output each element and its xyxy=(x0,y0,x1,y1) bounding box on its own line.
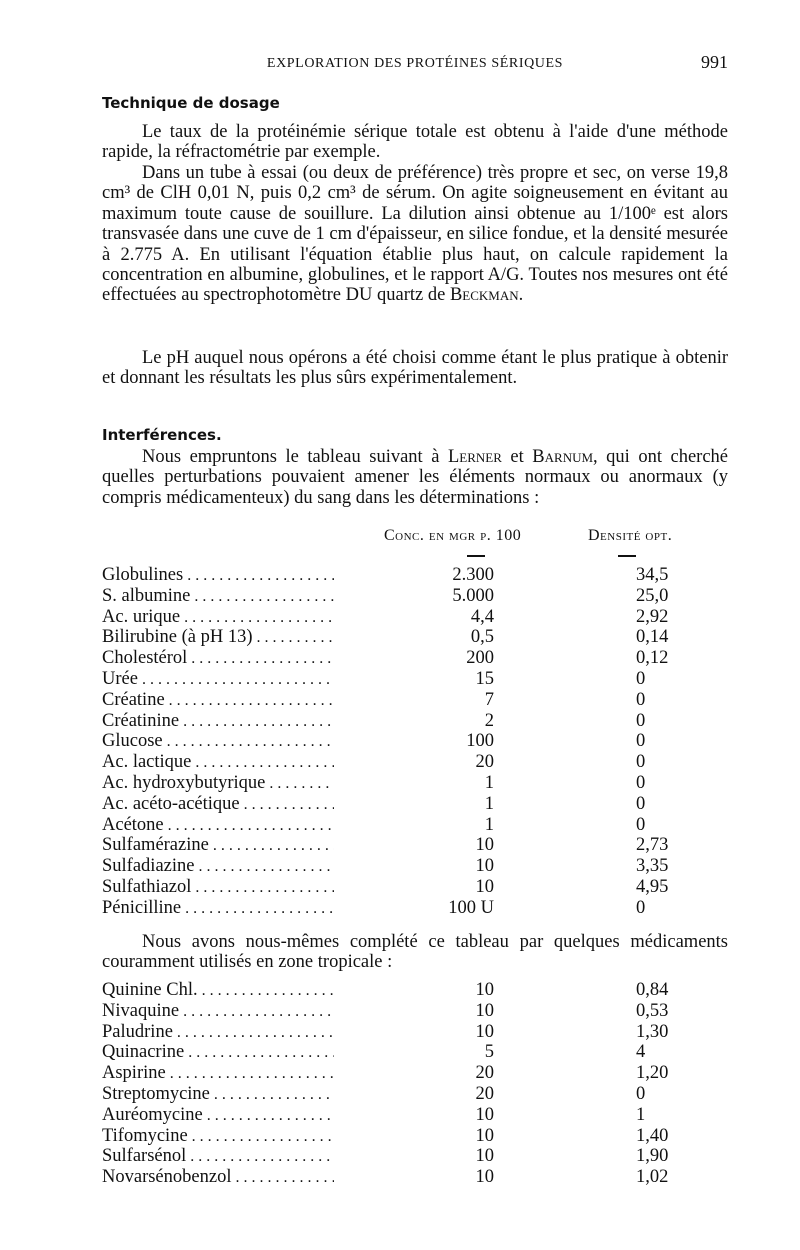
concentration-value: 200 xyxy=(466,648,494,669)
table-row xyxy=(102,773,728,794)
density-value: 0 xyxy=(636,669,646,689)
concentration-value: 10 xyxy=(475,1146,494,1167)
density-value: 1 xyxy=(636,1104,646,1125)
section-heading-interferences: Interférences. xyxy=(102,426,222,444)
table-row xyxy=(102,877,728,898)
density-value: 34,5 xyxy=(636,565,669,585)
density-value: 1,20 xyxy=(636,1063,669,1084)
procedure-text-end: . xyxy=(518,285,524,306)
intro-text-and: et xyxy=(501,447,533,467)
substance-name: Streptomycine . . . xyxy=(102,1084,334,1106)
density-value: 0,53 xyxy=(636,1000,669,1021)
density-value: 0 xyxy=(636,1084,646,1104)
table-row xyxy=(102,711,728,732)
concentration-value: 20 xyxy=(475,1084,494,1104)
paragraph-technique-intro: Le taux de la protéinémie sérique totale est obtenu à l'aide d'une méthode rapide, la réfractométrie par exemple. xyxy=(102,122,728,163)
author-name-beckman: Beckman xyxy=(449,285,519,306)
substance-name: Cholestérol . . . xyxy=(102,648,334,670)
substance-name: Glucose . . . xyxy=(102,731,334,753)
table-row xyxy=(102,752,728,773)
substance-name: Novarsénobenzol . . . xyxy=(102,1167,334,1189)
density-value: 1,30 xyxy=(636,1021,669,1042)
table-row xyxy=(102,731,728,752)
substance-name: Sulfadiazine . . . xyxy=(102,856,334,878)
concentration-value: 10 xyxy=(475,1000,494,1021)
substance-name: Bilirubine (à pH 13) . . . xyxy=(102,627,334,649)
concentration-value: 15 xyxy=(475,669,494,689)
density-value: 4 xyxy=(636,1042,646,1063)
paragraph-interferences-intro xyxy=(102,447,728,508)
substance-name: Ac. acéto-acétique . . . xyxy=(102,794,334,816)
substance-name: Quinine Chl. . . . xyxy=(102,980,334,1002)
intro-text-end: , qui ont cherché quelles perturbations pouvaient amener les éléments normaux ou anormaux (y compris médicamenteux) du sang dans les déterminations : xyxy=(102,447,729,508)
substance-name: Nivaquine . . . xyxy=(102,1001,334,1023)
table-row xyxy=(102,1001,728,1022)
concentration-value: 7 xyxy=(484,689,494,710)
concentration-value: 1 xyxy=(484,814,494,835)
substance-name: Acétone . . . xyxy=(102,815,334,837)
running-title: EXPLORATION DES PROTÉINES SÉRIQUES xyxy=(266,56,564,71)
table-row xyxy=(102,980,728,1001)
table-row xyxy=(102,856,728,877)
density-value: 2,92 xyxy=(636,606,669,627)
author-name-barnum: Barnum xyxy=(532,447,594,467)
concentration-value: 100 xyxy=(466,731,494,752)
table-row xyxy=(102,586,728,607)
substance-name: Ac. lactique . . . xyxy=(102,752,334,774)
concentration-value: 10 xyxy=(475,856,494,877)
paragraph-technique-ph: Le pH auquel nous opérons a été choisi comme étant le plus pratique à obtenir et donnant les résultats les plus sûrs expérimentalement. xyxy=(102,348,728,389)
table-row xyxy=(102,1167,728,1188)
concentration-value: 100 U xyxy=(448,897,494,918)
density-value: 0 xyxy=(636,773,646,793)
concentration-value: 1 xyxy=(484,793,494,814)
substance-name: Tifomycine . . . xyxy=(102,1126,334,1148)
concentration-value: 2 xyxy=(484,710,494,731)
concentration-value: 2.300 xyxy=(452,565,494,585)
substance-name: Sulfarsénol . . . xyxy=(102,1146,334,1168)
concentration-value: 10 xyxy=(475,835,494,856)
substance-name: Sulfamérazine . . . xyxy=(102,835,334,857)
table-row xyxy=(102,1084,728,1105)
column-rule-concentration xyxy=(467,555,485,557)
density-value: 0 xyxy=(636,897,646,918)
substance-name: S. albumine . . . xyxy=(102,586,334,608)
concentration-value: 10 xyxy=(475,1021,494,1042)
table-row xyxy=(102,835,728,856)
procedure-text: Dans un tube à essai (ou deux de préférence) très propre et sec, on verse 19,8 cm³ de ClH 0,01 N, puis 0,2 cm³ de sérum. On agite soigneusement en évitant au maximum toute cause de souillure. La dilution ainsi obtenue au 1/100ᵉ est alors transvasée dans une cuve de 1 cm d'épaisseur, en silice fondue, et la densité mesurée à 2.775 A. En utilisant l'équation établie plus haut, on calcule rapidement la concentration en albumine, globulines, et le rapport A/G. Toutes nos mesures ont été effectuées au spectrophotomètre DU quartz de xyxy=(102,163,728,306)
concentration-value: 20 xyxy=(475,1063,494,1084)
table-row xyxy=(102,898,728,919)
table-row xyxy=(102,648,728,669)
density-value: 0,14 xyxy=(636,627,669,648)
density-value: 0 xyxy=(636,793,646,814)
paragraph-technique-procedure xyxy=(102,163,728,306)
concentration-value: 5.000 xyxy=(452,585,494,606)
column-rule-density xyxy=(618,555,636,557)
table-row xyxy=(102,1063,728,1084)
concentration-value: 10 xyxy=(475,1167,494,1188)
concentration-value: 10 xyxy=(475,877,494,897)
density-value: 0 xyxy=(636,814,646,835)
table-row xyxy=(102,794,728,815)
substance-name: Créatine . . . xyxy=(102,690,334,712)
concentration-value: 10 xyxy=(475,1125,494,1146)
concentration-value: 10 xyxy=(475,1104,494,1125)
density-value: 0 xyxy=(636,752,646,773)
substance-name: Aspirine . . . xyxy=(102,1063,334,1085)
concentration-value: 1 xyxy=(484,773,494,793)
density-value: 3,35 xyxy=(636,856,669,877)
density-value: 25,0 xyxy=(636,585,669,606)
concentration-value: 0,5 xyxy=(470,627,494,648)
substance-name: Ac. urique . . . xyxy=(102,607,334,629)
column-header-density: Densité opt. xyxy=(588,527,673,544)
density-value: 0,12 xyxy=(636,648,669,669)
density-value: 1,02 xyxy=(636,1167,669,1188)
table-row xyxy=(102,1146,728,1167)
substance-name: Urée . . . xyxy=(102,669,334,691)
table-row xyxy=(102,1126,728,1147)
concentration-value: 20 xyxy=(475,752,494,773)
paragraph-tropical-intro: Nous avons nous-mêmes complété ce tableau par quelques médicaments couramment utilisés en zone tropicale : xyxy=(102,932,728,973)
page-number: 991 xyxy=(701,52,728,72)
substance-name: Globulines . . . xyxy=(102,565,334,587)
table-row xyxy=(102,1105,728,1126)
table-row xyxy=(102,1022,728,1043)
table-row xyxy=(102,607,728,628)
substance-name: Paludrine . . . xyxy=(102,1022,334,1044)
density-value: 1,40 xyxy=(636,1125,669,1146)
density-value: 1,90 xyxy=(636,1146,669,1167)
column-header-concentration: Conc. en mgr p. 100 xyxy=(384,527,522,544)
substance-name: Pénicilline . . . xyxy=(102,898,334,920)
substance-name: Ac. hydroxybutyrique . . . xyxy=(102,773,334,795)
page-header xyxy=(102,50,728,80)
substance-name: Quinacrine . . . xyxy=(102,1042,334,1064)
section-heading-technique: Technique de dosage xyxy=(102,94,280,112)
density-value: 2,73 xyxy=(636,835,669,856)
density-value: 0 xyxy=(636,689,646,710)
author-name-lerner: Lerner xyxy=(447,447,502,467)
intro-text: Nous empruntons le tableau suivant à xyxy=(142,447,448,467)
table-row xyxy=(102,627,728,648)
concentration-value: 5 xyxy=(484,1042,494,1063)
density-value: 0 xyxy=(636,710,646,731)
substance-name: Auréomycine . . . xyxy=(102,1105,334,1127)
table-row xyxy=(102,565,728,586)
table-row xyxy=(102,815,728,836)
density-value: 0 xyxy=(636,731,646,752)
density-value: 4,95 xyxy=(636,877,669,897)
substance-name: Créatinine . . . xyxy=(102,711,334,733)
substance-name: Sulfathiazol . . . xyxy=(102,877,334,899)
concentration-value: 4,4 xyxy=(470,606,494,627)
density-value: 0,84 xyxy=(636,980,669,1000)
table-row xyxy=(102,690,728,711)
table-row xyxy=(102,669,728,690)
concentration-value: 10 xyxy=(475,980,494,1000)
table-row xyxy=(102,1042,728,1063)
